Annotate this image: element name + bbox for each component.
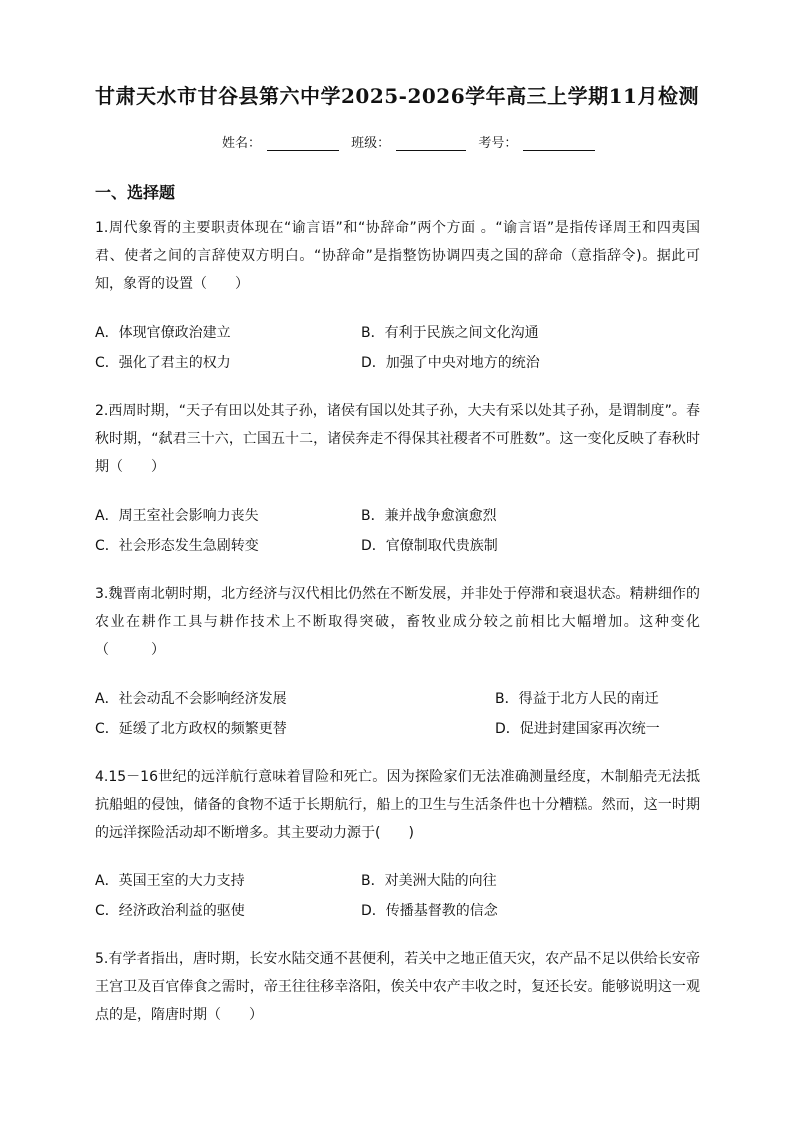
option-a[interactable]: A．体现官僚政治建立 [95, 325, 231, 341]
option-b[interactable]: B．有利于民族之间文化沟通 [361, 325, 539, 341]
question-1: 1.周代象胥的主要职责体现在“谕言语”和“协辞命”两个方面 。“谕言语”是指传译周王和四夷国君、使者之间的言辞使双方明白。“协辞命”是指整饬协调四夷之国的辞命（意指辞令)。据此可知，象胥的设置（ ） [95, 220, 700, 292]
class-label: 班级： [351, 136, 391, 151]
question-1-options [95, 318, 700, 378]
exam-no-blank[interactable] [523, 136, 595, 151]
option-b[interactable]: B．对美洲大陆的向往 [361, 873, 497, 889]
question-3: 3.魏晋南北朝时期，北方经济与汉代相比仍然在不断发展，并非处于停滞和衰退状态。精耕细作的农业在耕作工具与耕作技术上不断取得突破，畜牧业成分较之前相比大幅增加。这种变化（ ） [95, 586, 700, 658]
option-b[interactable]: B．兼并战争愈演愈烈 [361, 508, 497, 524]
question-5: 5.有学者指出，唐时期，长安水陆交通不甚便利，若关中之地正值天灾，农产品不足以供给长安帝王宫卫及百官俸食之需时，帝王往往移幸洛阳，俟关中农产丰收之时，复还长安。能够说明这一观点的是，隋唐时期（ ） [95, 951, 700, 1023]
option-d[interactable]: D．加强了中央对地方的统治 [361, 355, 540, 371]
option-d[interactable]: D．官僚制取代贵族制 [361, 538, 498, 554]
option-c[interactable]: C．强化了君主的权力 [95, 355, 231, 371]
class-blank[interactable] [396, 136, 466, 151]
exam-no-label: 考号： [478, 136, 518, 151]
question-3-options [95, 684, 700, 744]
option-c[interactable]: C．社会形态发生急剧转变 [95, 538, 259, 554]
name-blank[interactable] [267, 136, 339, 151]
option-c[interactable]: C．延缓了北方政权的频繁更替 [95, 721, 287, 737]
option-d[interactable]: D．促进封建国家再次统一 [495, 721, 660, 737]
name-label: 姓名： [222, 136, 262, 151]
question-4-options [95, 866, 700, 926]
option-b[interactable]: B．得益于北方人民的南迁 [495, 691, 659, 707]
question-4: 4.15－16世纪的远洋航行意味着冒险和死亡。因为探险家们无法准确测量经度，木制船壳无法抵抗船蛆的侵蚀，储备的食物不适于长期航行，船上的卫生与生活条件也十分糟糕。然而，这一时期的远洋探险活动却不断增多。其主要动力源于( ) [95, 769, 700, 841]
option-a[interactable]: A．周王室社会影响力丧失 [95, 508, 259, 524]
section-heading: 一、选择题 [95, 183, 176, 202]
option-d[interactable]: D．传播基督教的信念 [361, 903, 498, 919]
option-c[interactable]: C．经济政治利益的驱使 [95, 903, 245, 919]
option-a[interactable]: A．英国王室的大力支持 [95, 873, 245, 889]
question-2-options [95, 501, 700, 561]
student-info [222, 132, 595, 151]
option-a[interactable]: A．社会动乱不会影响经济发展 [95, 691, 287, 707]
question-2: 2.西周时期，“天子有田以处其子孙，诸侯有国以处其子孙，大夫有采以处其子孙，是谓制度”。春秋时期，“弑君三十六，亡国五十二，诸侯奔走不得保其社稷者不可胜数”。这一变化反映了春秋时期（ ） [95, 403, 700, 475]
page-title: 甘肃天水市甘谷县第六中学2025-2026学年高三上学期11月检测 [95, 84, 699, 108]
